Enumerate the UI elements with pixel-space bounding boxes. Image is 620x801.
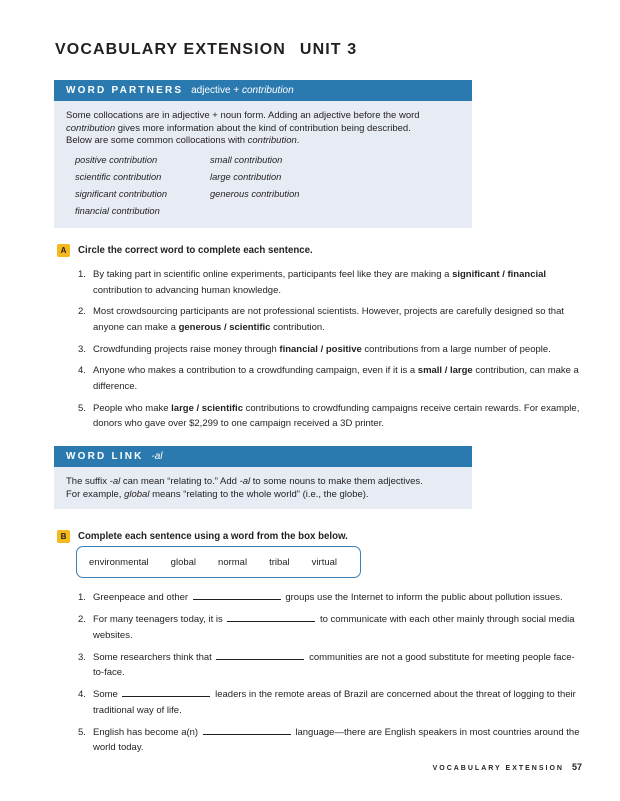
word-link-text-part: The suffix: [66, 476, 110, 487]
question-item: [78, 687, 583, 718]
word-box: [76, 546, 361, 578]
section-b-heading: [57, 530, 348, 543]
word-link-text-part: global: [124, 488, 150, 500]
word-partners-intro: [66, 110, 460, 148]
word-link-text-part: -al: [109, 476, 121, 487]
question-number: 4.: [78, 365, 86, 377]
question-number: 2.: [78, 306, 86, 318]
word-link-box: [54, 446, 472, 509]
question-item: [78, 363, 583, 394]
question-text: leaders in the remote areas of Brazil are concerned about the threat of logging to their traditional way of life.: [93, 689, 576, 716]
section-a-badge: A: [57, 244, 70, 257]
answer-blank[interactable]: [216, 650, 304, 660]
footer-label: VOCABULARY EXTENSION: [432, 765, 564, 772]
question-item: [78, 650, 583, 681]
question-text: language—there are English speakers in most countries around the world today.: [93, 726, 580, 754]
section-a-questions: [78, 267, 583, 438]
question-text: contribution.: [270, 321, 325, 333]
word-option: normal: [218, 556, 248, 568]
question-number: 3.: [78, 343, 86, 355]
question-text: Some researchers think that: [93, 651, 212, 663]
word-option: tribal: [269, 556, 290, 568]
answer-choices[interactable]: financial / positive: [279, 343, 362, 355]
collocation-list: [75, 152, 460, 220]
intro-text-5: contribution: [247, 135, 297, 146]
collocation-item: financial contribution: [75, 205, 160, 216]
collocation-item: scientific contribution: [75, 171, 162, 182]
question-number: 4.: [78, 689, 86, 701]
question-item: [78, 401, 583, 432]
section-b-instruction: Complete each sentence using a word from the box below.: [78, 531, 348, 542]
word-partners-subtitle: [191, 85, 294, 96]
section-b-questions: [78, 590, 583, 762]
question-item: [78, 342, 583, 358]
question-text: contributions to crowdfunding campaigns receive certain rewards. For example, donors who gave over $2,299 to one campaign received a 3D printer.: [93, 402, 580, 430]
page-title-text: VOCABULARY EXTENSION: [55, 41, 286, 58]
unit-label: UNIT 3: [299, 41, 358, 58]
word-link-body: [54, 467, 472, 501]
word-link-header: [54, 446, 472, 467]
intro-text-1: Some collocations are in adjective + noun form. Adding an adjective before the word: [66, 110, 420, 121]
question-text: contribution to advancing human knowledge.: [93, 284, 282, 296]
question-text: Greenpeace and other: [93, 592, 189, 603]
collocation-item: positive contribution: [75, 154, 158, 165]
answer-blank[interactable]: [227, 612, 315, 622]
answer-blank[interactable]: [203, 725, 291, 735]
word-partners-label: WORD PARTNERS: [66, 85, 184, 96]
answer-choices[interactable]: significant / financial: [452, 269, 547, 280]
intro-text-3: gives more information about the kind of contribution being described.: [115, 122, 411, 134]
page-title: [55, 41, 357, 59]
word-option: environmental: [89, 556, 149, 568]
subtitle-plain: adjective +: [191, 85, 240, 96]
answer-blank[interactable]: [122, 687, 210, 697]
collocation-item: small contribution: [210, 154, 283, 165]
word-link-suffix: -al: [151, 451, 163, 462]
collocation-item: large contribution: [210, 171, 282, 182]
question-item: [78, 612, 583, 643]
answer-blank[interactable]: [193, 590, 281, 600]
question-text: By taking part in scientific online experiments, participants feel like they are making a: [93, 269, 453, 280]
answer-choices[interactable]: generous / scientific: [178, 321, 271, 333]
question-number: 2.: [78, 614, 86, 626]
page-number: 57: [571, 762, 582, 772]
question-text: People who make: [93, 402, 172, 414]
word-link-text-part: For example,: [66, 488, 125, 500]
intro-text-2: contribution: [66, 122, 116, 134]
word-link-text-part: -al: [239, 476, 251, 487]
word-link-text-part: means “relating to the whole world” (i.e., the globe).: [149, 488, 369, 500]
question-text: Crowdfunding projects raise money through: [93, 343, 280, 355]
section-a-instruction: Circle the correct word to complete each sentence.: [78, 245, 313, 256]
question-text: contributions from a large number of people.: [361, 343, 551, 355]
question-number: 5.: [78, 402, 86, 414]
section-a-heading: [57, 244, 313, 257]
question-text: English has become a(n): [93, 726, 199, 738]
question-text: Anyone who makes a contribution to a crowdfunding campaign, even if it is a: [93, 365, 418, 377]
question-number: 3.: [78, 651, 86, 663]
collocation-item: significant contribution: [75, 188, 167, 199]
word-link-label: WORD LINK: [66, 451, 144, 462]
question-text: communities are not a good substitute for meeting people face-to-face.: [93, 651, 575, 679]
question-text: For many teenagers today, it is: [93, 614, 223, 626]
question-text: contribution, can make a difference.: [93, 365, 579, 392]
section-b-badge: B: [57, 530, 70, 543]
question-number: 5.: [78, 726, 86, 738]
word-link-text-part: to some nouns to make them adjectives.: [250, 476, 423, 487]
question-number: 1.: [78, 592, 86, 603]
word-partners-box: [54, 80, 472, 228]
question-text: Some: [93, 689, 118, 701]
answer-choices[interactable]: small / large: [417, 365, 473, 377]
question-text: Most crowdsourcing participants are not professional scientists. However, projects are carefully designed so that anyone can make a: [93, 306, 565, 333]
question-text: groups use the Internet to inform the public about pollution issues.: [285, 592, 563, 603]
subtitle-italic: contribution: [241, 85, 294, 96]
page-footer: [433, 762, 582, 772]
collocation-item: generous contribution: [210, 188, 300, 199]
answer-choices[interactable]: large / scientific: [171, 402, 243, 414]
word-option: virtual: [311, 556, 338, 568]
question-text: to communicate with each other mainly through social media websites.: [93, 614, 575, 641]
question-item: [78, 267, 583, 298]
word-link-text-part: can mean “relating to.” Add: [120, 476, 240, 487]
question-item: [78, 725, 583, 756]
word-partners-body: [54, 101, 472, 220]
word-partners-header: [54, 80, 472, 101]
question-item: [78, 590, 583, 606]
word-option: global: [170, 556, 197, 568]
word-link-text: [66, 476, 460, 501]
question-item: [78, 304, 583, 335]
intro-text-4: Below are some common collocations with: [66, 135, 248, 146]
question-number: 1.: [78, 269, 86, 280]
intro-text-6: .: [296, 135, 300, 146]
